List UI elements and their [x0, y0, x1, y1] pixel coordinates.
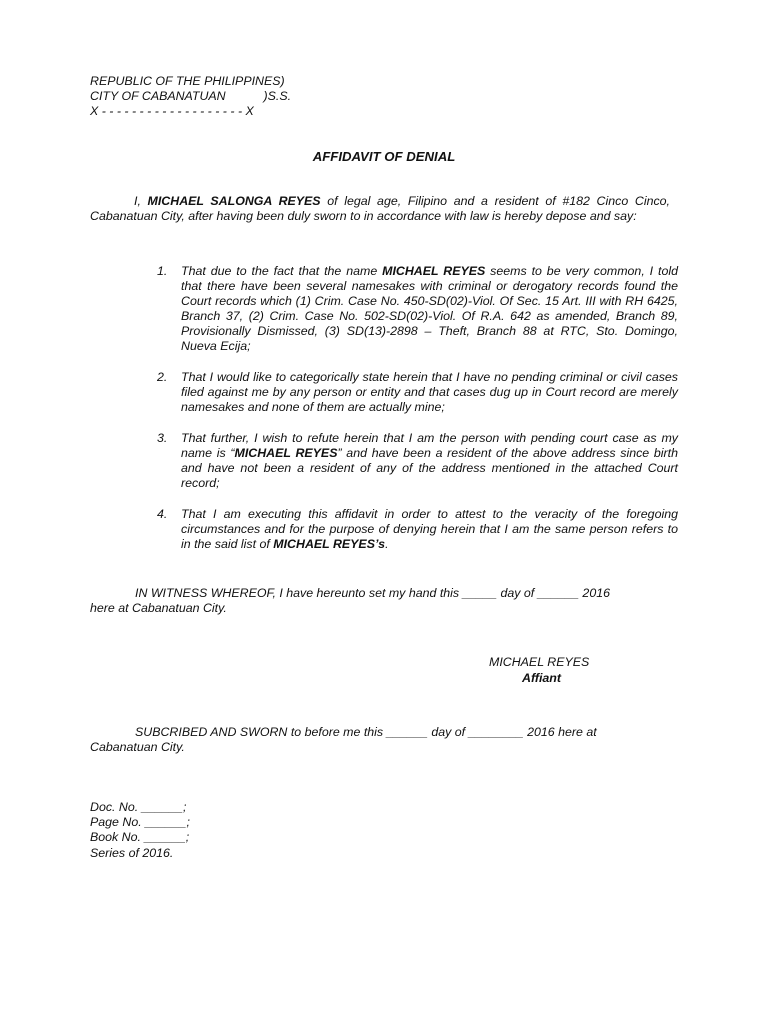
item-text-post: seems to be very common, I told that there have been several namesakes with criminal or derogatory records found the Court records which (1) Crim. Case No. 450-SD(02)-Viol. Of Sec. 15 Art. III with RH 6425, Branch 37, (2) Crim. Case No. 502-SD(02)-Viol. Of R.A. 642 as amended, Branch 89, Provisionally Dismissed, (3) SD(13)-2898 – Theft, Branch 88 at RTC, Sto. Domingo, Nueva Ecija;	[181, 264, 678, 353]
statement-item	[157, 431, 678, 491]
item-text-pre: That due to the fact that the name	[181, 264, 383, 278]
intro-pre: I,	[134, 194, 148, 208]
item-number: 2.	[157, 370, 168, 384]
item-text-bold: MICHAEL REYES	[382, 264, 486, 278]
witness-line-2: here at Cabanatuan City.	[90, 601, 227, 615]
witness-clause	[90, 586, 670, 616]
item-number: 4.	[157, 507, 168, 521]
affiant-signature-name: MICHAEL REYES	[489, 655, 590, 669]
case-caption	[90, 74, 291, 119]
caption-separator: X - - - - - - - - - - - - - - - - - - - X	[90, 104, 254, 118]
item-text-post: ” and have been a resident of the above address since birth and have not been a resident of any of the address mentioned in the attached Court record;	[181, 446, 678, 490]
statement-item	[157, 507, 678, 552]
statement-item	[157, 264, 678, 354]
item-text-bold: MICHAEL REYES’s	[273, 537, 386, 551]
doc-number: Doc. No. ______;	[90, 800, 187, 814]
item-text-pre: That further, I wish to refute herein that I am the person with pending court case as my name is “	[181, 431, 678, 460]
item-text-pre: That I am executing this affidavit in order to attest to the veracity of the foregoing circumstances and for the purpose of denying herein that I am the same person refers to in the said list of	[181, 507, 678, 551]
page-number: Page No. ______;	[90, 815, 190, 830]
item-number: 1.	[157, 264, 168, 278]
jurat-line-1: SUBCRIBED AND SWORN to before me this ______ day of ________ 2016 here at	[135, 725, 597, 739]
affiant-role-label: Affiant	[522, 671, 562, 685]
item-text-bold: MICHAEL REYES	[234, 446, 338, 460]
notarial-register	[90, 800, 190, 861]
item-number: 3.	[157, 431, 168, 445]
item-text-pre: That I would like to categorically state herein that I have no pending criminal or civil cases filed against me by any person or entity and that cases dug up in Court record are merely namesakes and none of them are actually mine;	[181, 370, 678, 414]
caption-republic: REPUBLIC OF THE PHILIPPINES)	[90, 74, 285, 88]
intro-post: of legal age, Filipino and a resident of #182 Cinco Cinco, Cabanatuan City, after having been duly sworn to in accordance with law is hereby depose and say:	[90, 194, 671, 223]
document-title: AFFIDAVIT OF DENIAL	[312, 149, 456, 164]
witness-line-1: IN WITNESS WHEREOF, I have hereunto set my hand this _____ day of ______ 2016	[135, 586, 610, 600]
statement-list	[157, 264, 678, 568]
jurat-clause	[90, 725, 670, 755]
series-year: Series of 2016.	[90, 845, 174, 860]
jurat-line-2: Cabanatuan City.	[90, 740, 185, 754]
book-number: Book No. ______;	[90, 830, 190, 845]
statement-item	[157, 370, 678, 415]
caption-city: CITY OF CABANATUAN )S.S.	[90, 89, 292, 103]
intro-paragraph	[90, 194, 670, 224]
item-text-post: .	[385, 537, 389, 551]
affiant-full-name: MICHAEL SALONGA REYES	[147, 194, 321, 208]
